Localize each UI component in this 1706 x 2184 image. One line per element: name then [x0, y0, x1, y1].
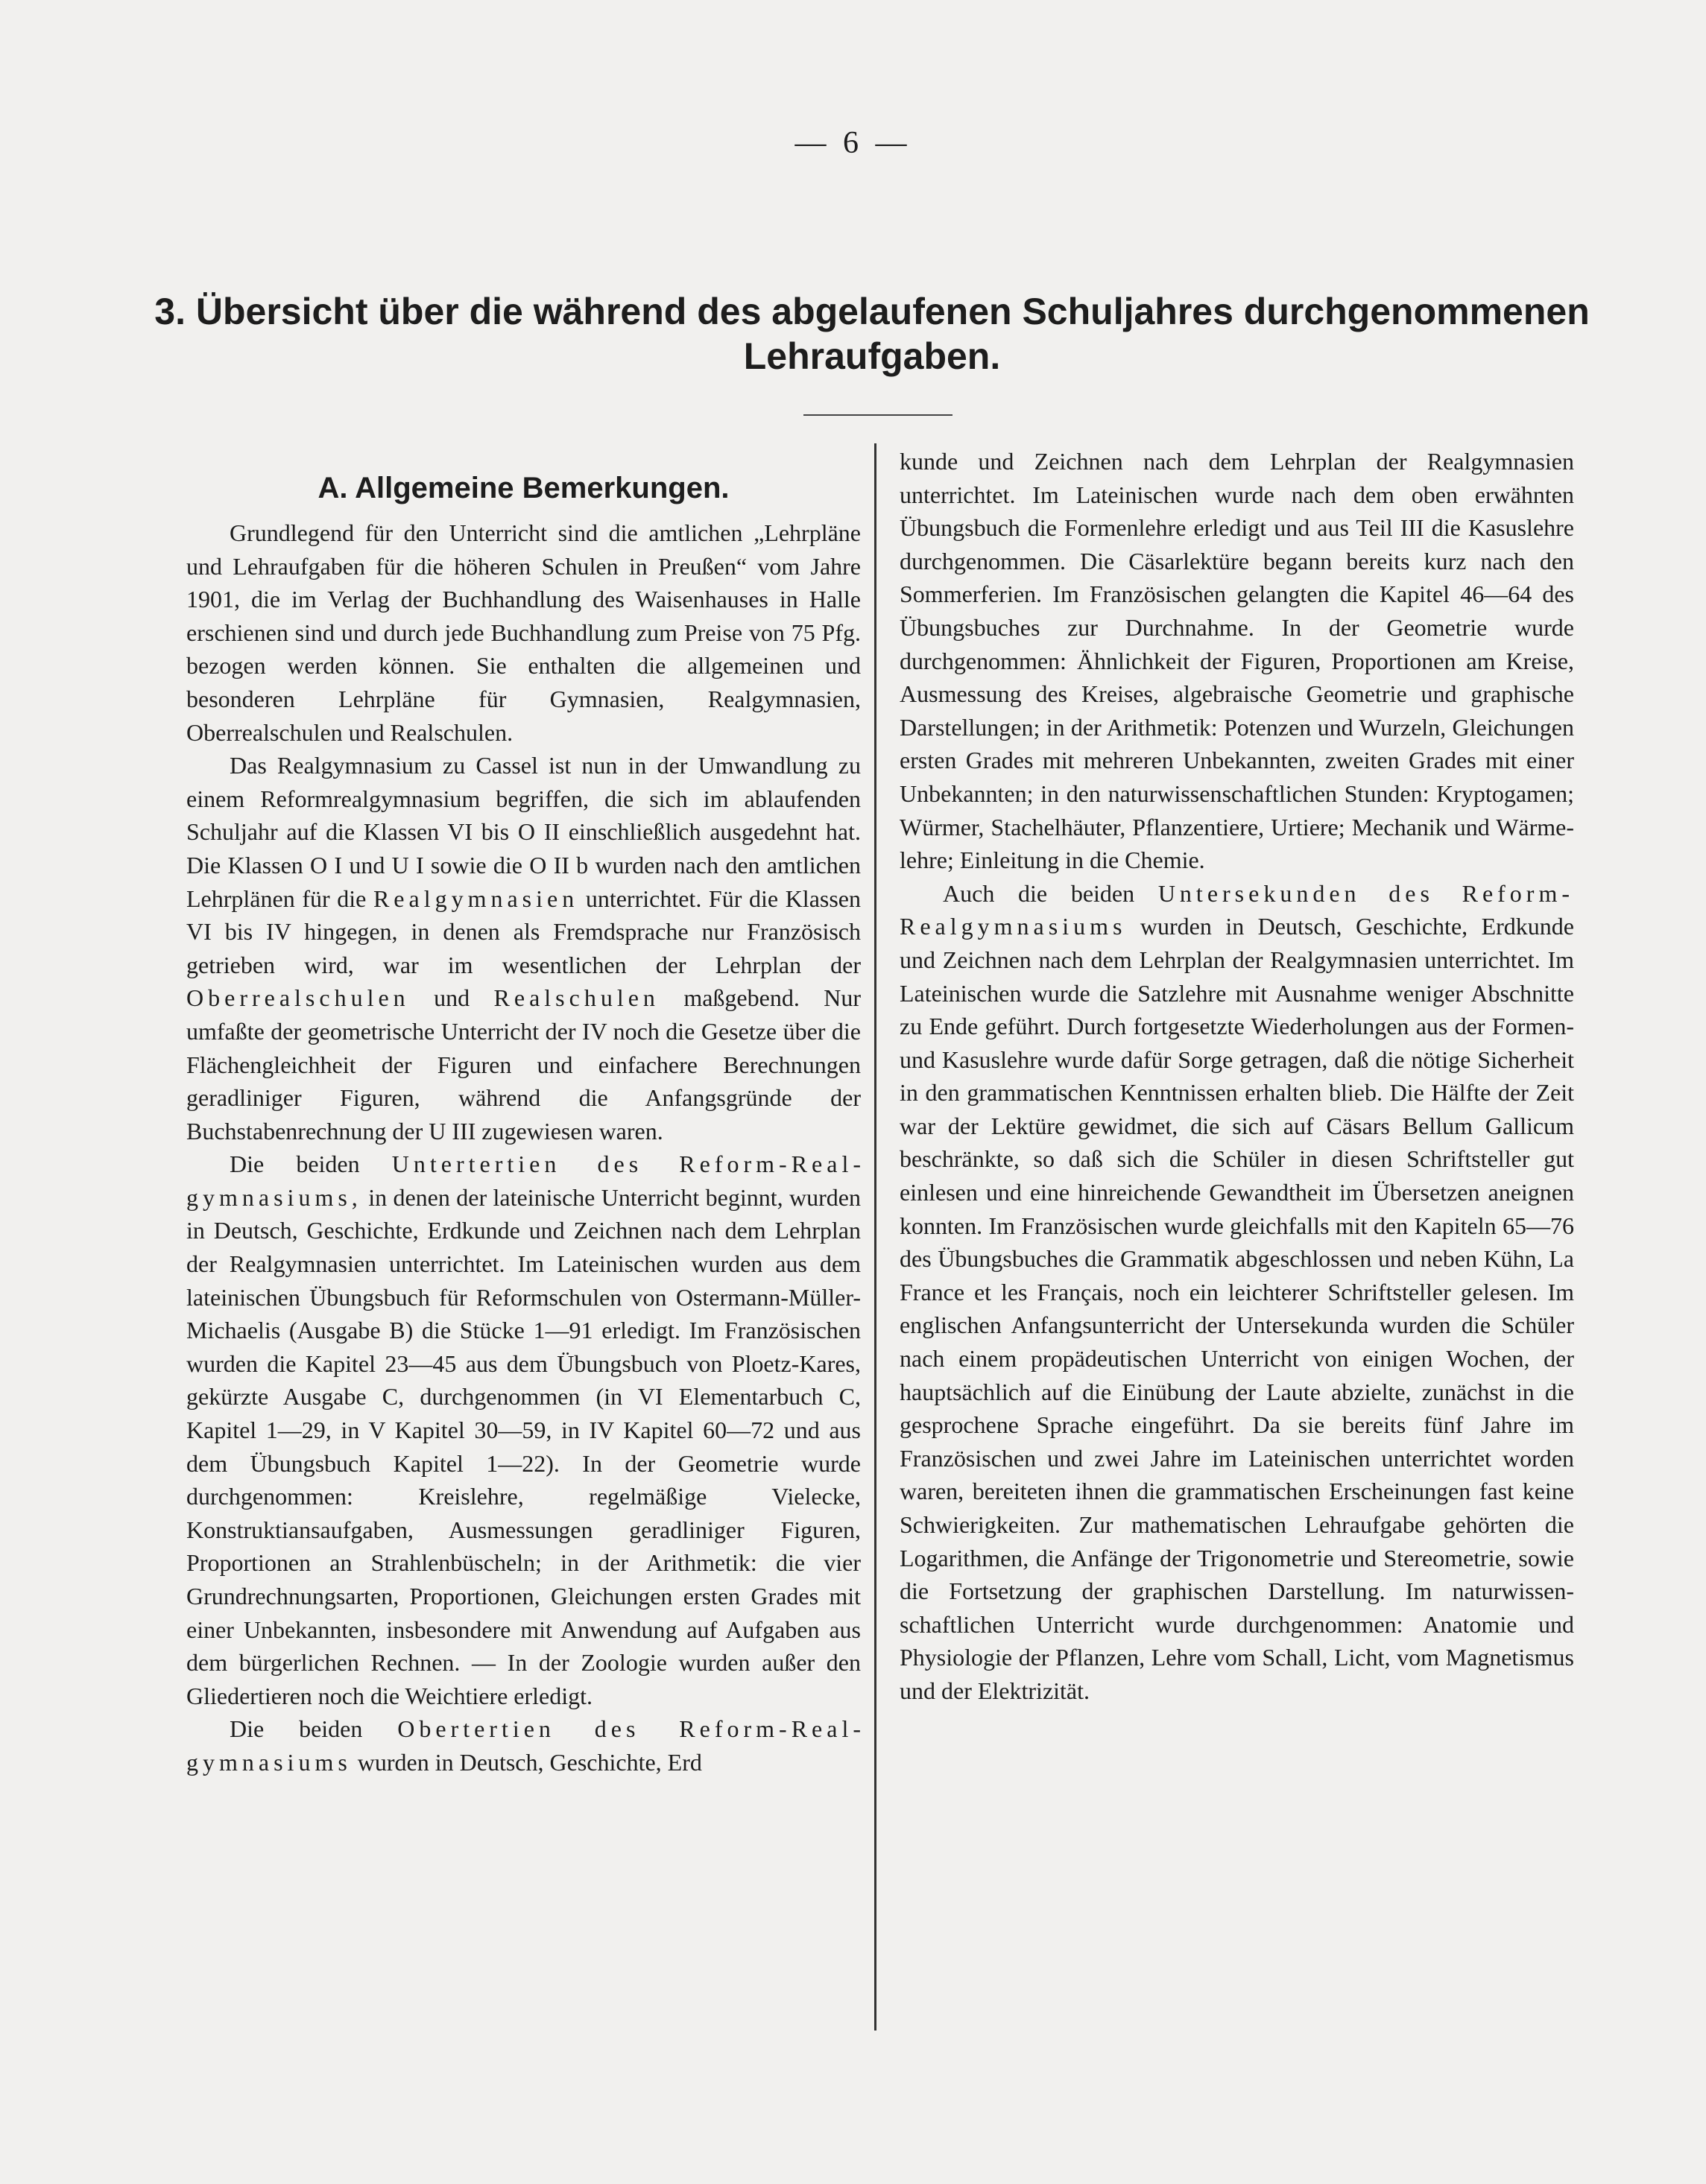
paragraph-untertertien — [186, 1148, 861, 1712]
paragraph-obertertien — [186, 1712, 861, 1779]
main-heading — [142, 289, 1602, 379]
paragraph-realgymnasium — [186, 749, 861, 1148]
main-heading-line-2: Lehraufgaben. — [743, 335, 1001, 377]
paragraph-realgymnasium-part-2: unterrichtet. Für die Klassen VI bis IV hingegen, in denen als Fremdsprache nur Französisch getrieben wird, war im wesentlichen der Lehrplan der — [186, 884, 861, 978]
paragraph-realgymnasium-part-1: Das Realgymnasium zu Cassel ist nun in der Umwandlung zu einem Reformrealgymnasium begriffen, die sich im ablaufenden Schuljahr auf die Klassen VI bis O II einschließlich ausgedehnt hat. Die Klassen O I und U I sowie die O II b wurden nach den amtlichen Lehrplänen für die — [186, 752, 861, 912]
left-column — [186, 467, 861, 1779]
page-number: — 6 — — [794, 126, 912, 160]
paragraph-grundlegend: Grundlegend für den Unterricht sind die amtlichen „Lehrpläne und Lehraufgaben für die höheren Schulen in Preußen“ vom Jahre 1901, die im Verlag der Buchhandlung des Waisenhauses in Halle erschienen sind und durch jede Buchhandlung zum Preise von 75 Pfg. bezogen werden können. Sie enthalten die allgemeinen und besonderen Lehrpläne für Gymnasien, Realgymnasien, Oberrealschulen und Realschulen. — [186, 519, 861, 746]
heading-rule — [803, 414, 952, 416]
right-column — [900, 445, 1574, 1708]
emphasis-untertertien: Untertertien des Reform-Realgymnasiums, — [186, 1150, 862, 1211]
emphasis-untersekunden: Untersekunden des Reform-Realgymnasiums — [900, 879, 1574, 940]
paragraph-obertertien-body-left: wurden in Deutsch, Geschichte, Erd — [357, 1748, 702, 1776]
emphasis-realschulen: Realschulen — [493, 984, 660, 1012]
paragraph-untertertien-intro: Die beiden — [230, 1150, 360, 1178]
paragraph-obertertien-continued: kunde und Zeichnen nach dem Lehrplan der Realgymnasien unterrichtet. Im Lateinischen wurde nach dem oben erwähnten Übungsbuch die Formenlehre erledigt und aus Teil III die Kasuslehre durchgenommen. Die Cäsarlektüre begann bereits kurz nach den Sommerferien. Im Französischen gelangten die Kapitel 46—64 des Übungsbuches zur Durchnahme. In der Geometrie wurde durchgenommen: Ähnlichkeit der Figuren, Proportionen am Kreise, Ausmessung des Kreises, algebraische Geometrie und graphische Darstellungen; in der Arithmetik: Potenzen und Wurzeln, Gleichungen ersten Grades mit mehreren Unbekannten, zweiten Grades mit einer Unbekannten; in den naturwissenschaftlichen Stunden: Kryptogamen; Würmer, Stachelhäuter, Pflanzentiere, Urtiere; Mechanik und Wärmelehre; Einleitung in die Chemie. — [900, 448, 1574, 874]
paragraph-untersekunden-body: wurden in Deutsch, Geschichte, Erdkunde und Zeichnen nach dem Lehrplan der Realgymnasien unterrichtet. Im Lateinischen wurde die Satzlehre mit Ausnahme weniger Abschnitte zu Ende geführt. Durch fortgesetzte Wiederholungen aus der Formen- und Kasuslehre wurde dafür Sorge getragen, daß die nötige Sicherheit in den grammatischen Kenntnissen erhalten blieb. Die Hälfte der Zeit war der Lektüre gewidmet, die sich auf Cäsars Bellum Gallicum beschränkte, so daß sich die Schüler in diesen Schriftsteller gut einlesen und eine hinreichende Gewandtheit im Übersetzen aneignen konnten. Im Französischen wurde gleichfalls mit den Kapiteln 65—76 des Übungsbuches die Grammatik abgeschlossen und neben Kühn, La France et les Français, noch ein leichterer Schriftsteller gelesen. Im englischen Anfangsunterricht der Untersekunda wurden die Schüler nach einem propädeutischen Unterricht von einigen Wochen, der hauptsächlich auf die Einübung der Laute abzielte, zunächst in die gesprochene Sprache eingeführt. Da sie bereits fünf Jahre im Französischen und zwei Jahre im Lateinischen unterrichtet worden waren, bereiteten ihnen die grammatischen Erscheinungen fast keine Schwierigkeiten. Zur mathematischen Lehraufgabe gehörten die Logarithmen, die Anfänge der Trigonometrie und Stereometrie, sowie die Fortsetzung der graphischen Darstellung. Im naturwissenschaftlichen Unterricht wurde durchgenommen: Anatomie und Physiologie der Pflanzen, Lehre vom Schall, Licht, vom Magnetismus und der Elektrizität. — [900, 913, 1575, 1704]
main-heading-line-1: 3. Übersicht über die während des abgelaufenen Schuljahres durchgenommenen — [154, 291, 1590, 332]
section-heading: A. Allgemeine Bemerkungen. — [317, 472, 730, 504]
emphasis-realgymnasien: Realgymnasien — [373, 884, 579, 912]
column-divider — [874, 443, 876, 2031]
emphasis-oberrealschulen: Oberrealschulen — [186, 984, 410, 1012]
paragraph-untersekunden-intro: Auch die beiden — [943, 879, 1135, 907]
paragraph-obertertien-intro: Die beiden — [230, 1715, 363, 1743]
paragraph-untertertien-body: in denen der lateinische Unterricht beginnt, wurden in Deutsch, Geschichte, Erdkunde und Zeichnen nach dem Lehrplan der Realgymnasien unterrichtet. Im Lateinischen wurden aus dem lateinischen Übungsbuch für Reformschulen von Ostermann-Müller-Michaelis (Ausgabe B) die Stücke 1—91 erledigt. Im Französischen wurden die Kapitel 23—45 aus dem Übungsbuch von Ploetz-Kares, gekürzte Ausgabe C, durchgenommen (in VI Elementarbuch C, Kapitel 1—29, in V Kapitel 30—59, in IV Kapitel 60—72 und aus dem Übungsbuch Kapitel 1—22). In der Geometrie wurde durchgenommen: Kreislehre, regelmäßige Vielecke, Konstruktiansaufgaben, Ausmessungen geradliniger Figuren, Proportionen an Strahlenbüscheln; in der Arithmetik: die vier Grundrechnungsarten, Proportionen, Gleichungen ersten Grades mit einer Unbekannten, insbesondere mit Anwendung auf Aufgaben aus dem bürgerlichen Rechnen. — In der Zoologie wurden außer den Gliedertieren noch die Weichtiere erledigt. — [186, 1183, 862, 1709]
paragraph-untersekunden — [900, 877, 1574, 1708]
emphasis-obertertien: Obertertien des Reform-Realgymnasiums — [186, 1715, 861, 1776]
paragraph-realgymnasium-und: und — [434, 984, 470, 1012]
paragraph-realgymnasium-part-3: maßgebend. Nur umfaßte der geometrische Unterricht der IV noch die Gesetze über die Flächengleichheit der Figuren und einfachere Berechnungen geradliniger Figuren, während die Anfangsgründe der Buchstabenrechnung der U III zugewiesen waren. — [186, 984, 862, 1145]
